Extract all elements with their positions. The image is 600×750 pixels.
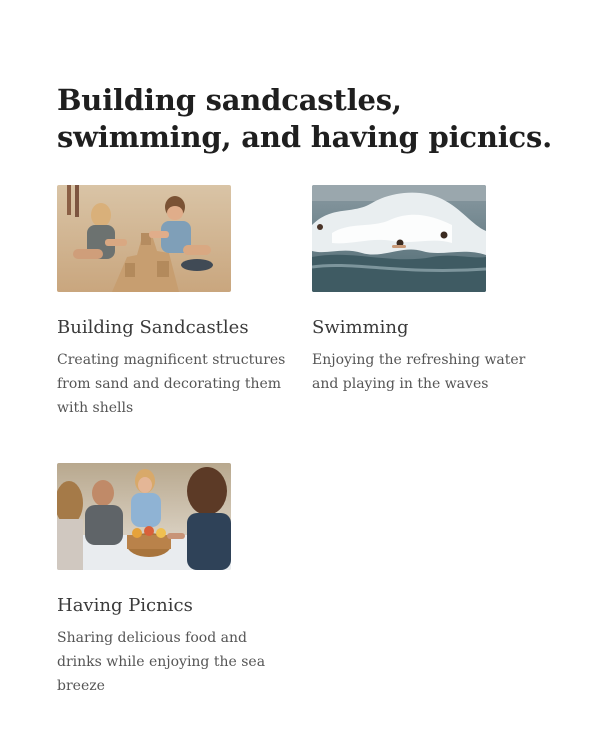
card-title: Swimming <box>312 317 409 338</box>
picnic-photo <box>57 463 231 570</box>
card-description: Creating magnificent structures from sand and decorating them with shells <box>57 352 286 416</box>
swimming-photo <box>312 185 486 292</box>
card-description: Sharing delicious food and drinks while enjoying the sea breeze <box>57 630 266 694</box>
activity-card-picnics <box>57 463 302 698</box>
sandcastle-photo <box>57 185 231 292</box>
card-description: Enjoying the refreshing water and playing in the waves <box>312 352 526 392</box>
card-title: Building Sandcastles <box>57 317 249 338</box>
page-title-line-2: swimming, and having picnics. <box>57 120 553 154</box>
activity-card-sandcastles <box>57 185 302 420</box>
activity-card-swimming <box>312 185 557 396</box>
page-title <box>57 82 557 156</box>
card-title: Having Picnics <box>57 595 193 616</box>
page-title-line-1: Building sandcastles, <box>57 83 402 117</box>
